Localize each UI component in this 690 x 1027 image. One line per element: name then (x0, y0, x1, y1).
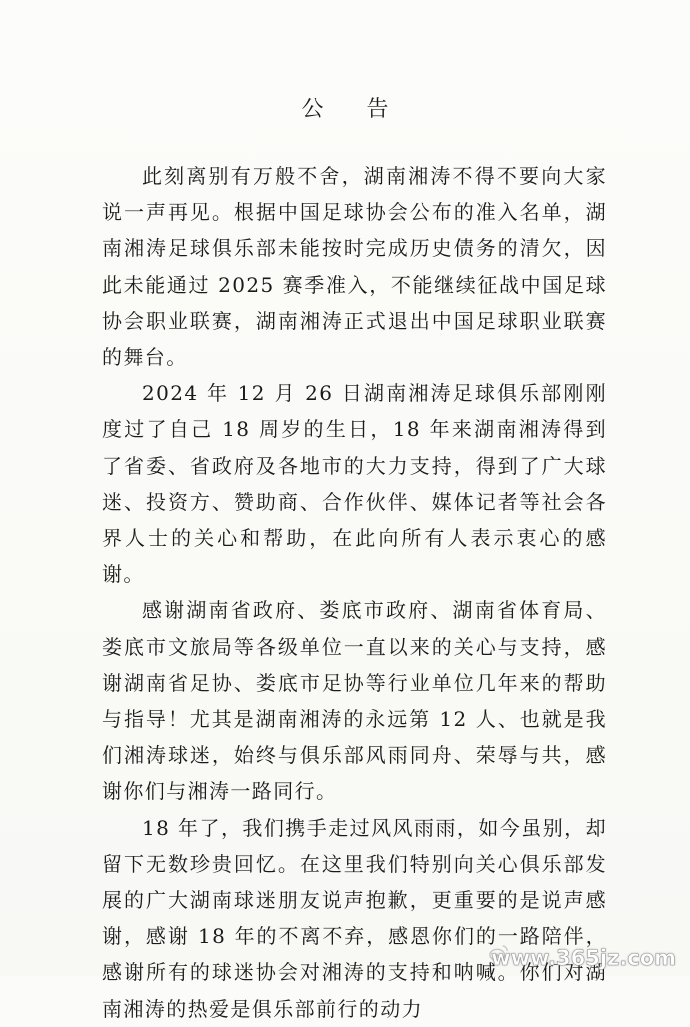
announcement-body (102, 158, 607, 1027)
paragraph-memories: 18 年了，我们携手走过风风雨雨，如今虽别，却留下无数珍贵回忆。在这里我们特别向关心俱乐部发展的广大湖南球迷朋友说声抱歉，更重要的是说声感谢，感谢 18 年的不离不弃，感恩你们的一路陪伴，感谢所有的球迷协会对湘涛的支持和呐喊。你们对湖南湘涛的热爱是俱乐部前行的动力 (102, 815, 607, 1021)
paragraph-anniversary: 2024 年 12 月 26 日湖南湘涛足球俱乐部刚刚度过了自己 18 周岁的生日，18 年来湖南湘涛得到了省委、省政府及各地市的大力支持，得到了广大球迷、投资方、赞助商、合作伙伴、媒体记者等社会各界人士的关心和帮助，在此向所有人表示衷心的感谢。 (102, 381, 607, 587)
paragraph-farewell: 此刻离别有万般不舍，湖南湘涛不得不要向大家说一声再见。根据中国足球协会公布的准入名单，湖南湘涛足球俱乐部未能按时完成历史债务的清欠，因此未能通过 2025 赛季准入，不能继续征战中国足球协会职业联赛，湖南湘涛正式退出中国足球职业联赛的舞台。 (102, 164, 607, 370)
site-watermark (491, 946, 676, 970)
site-watermark-text: www.365jz.com (491, 946, 676, 970)
announcement-title: 公 告 (301, 97, 407, 122)
paragraph-thanks: 感谢湖南省政府、娄底市政府、湖南省体育局、娄底市文旅局等各级单位一直以来的关心与支持，感谢湖南省足协、娄底市足协等行业单位几年来的帮助与指导！尤其是湖南湘涛的永远第 12 人、也就是我们湘涛球迷，始终与俱乐部风雨同舟、荣辱与共，感谢你们与湘涛一路同行。 (102, 598, 607, 804)
